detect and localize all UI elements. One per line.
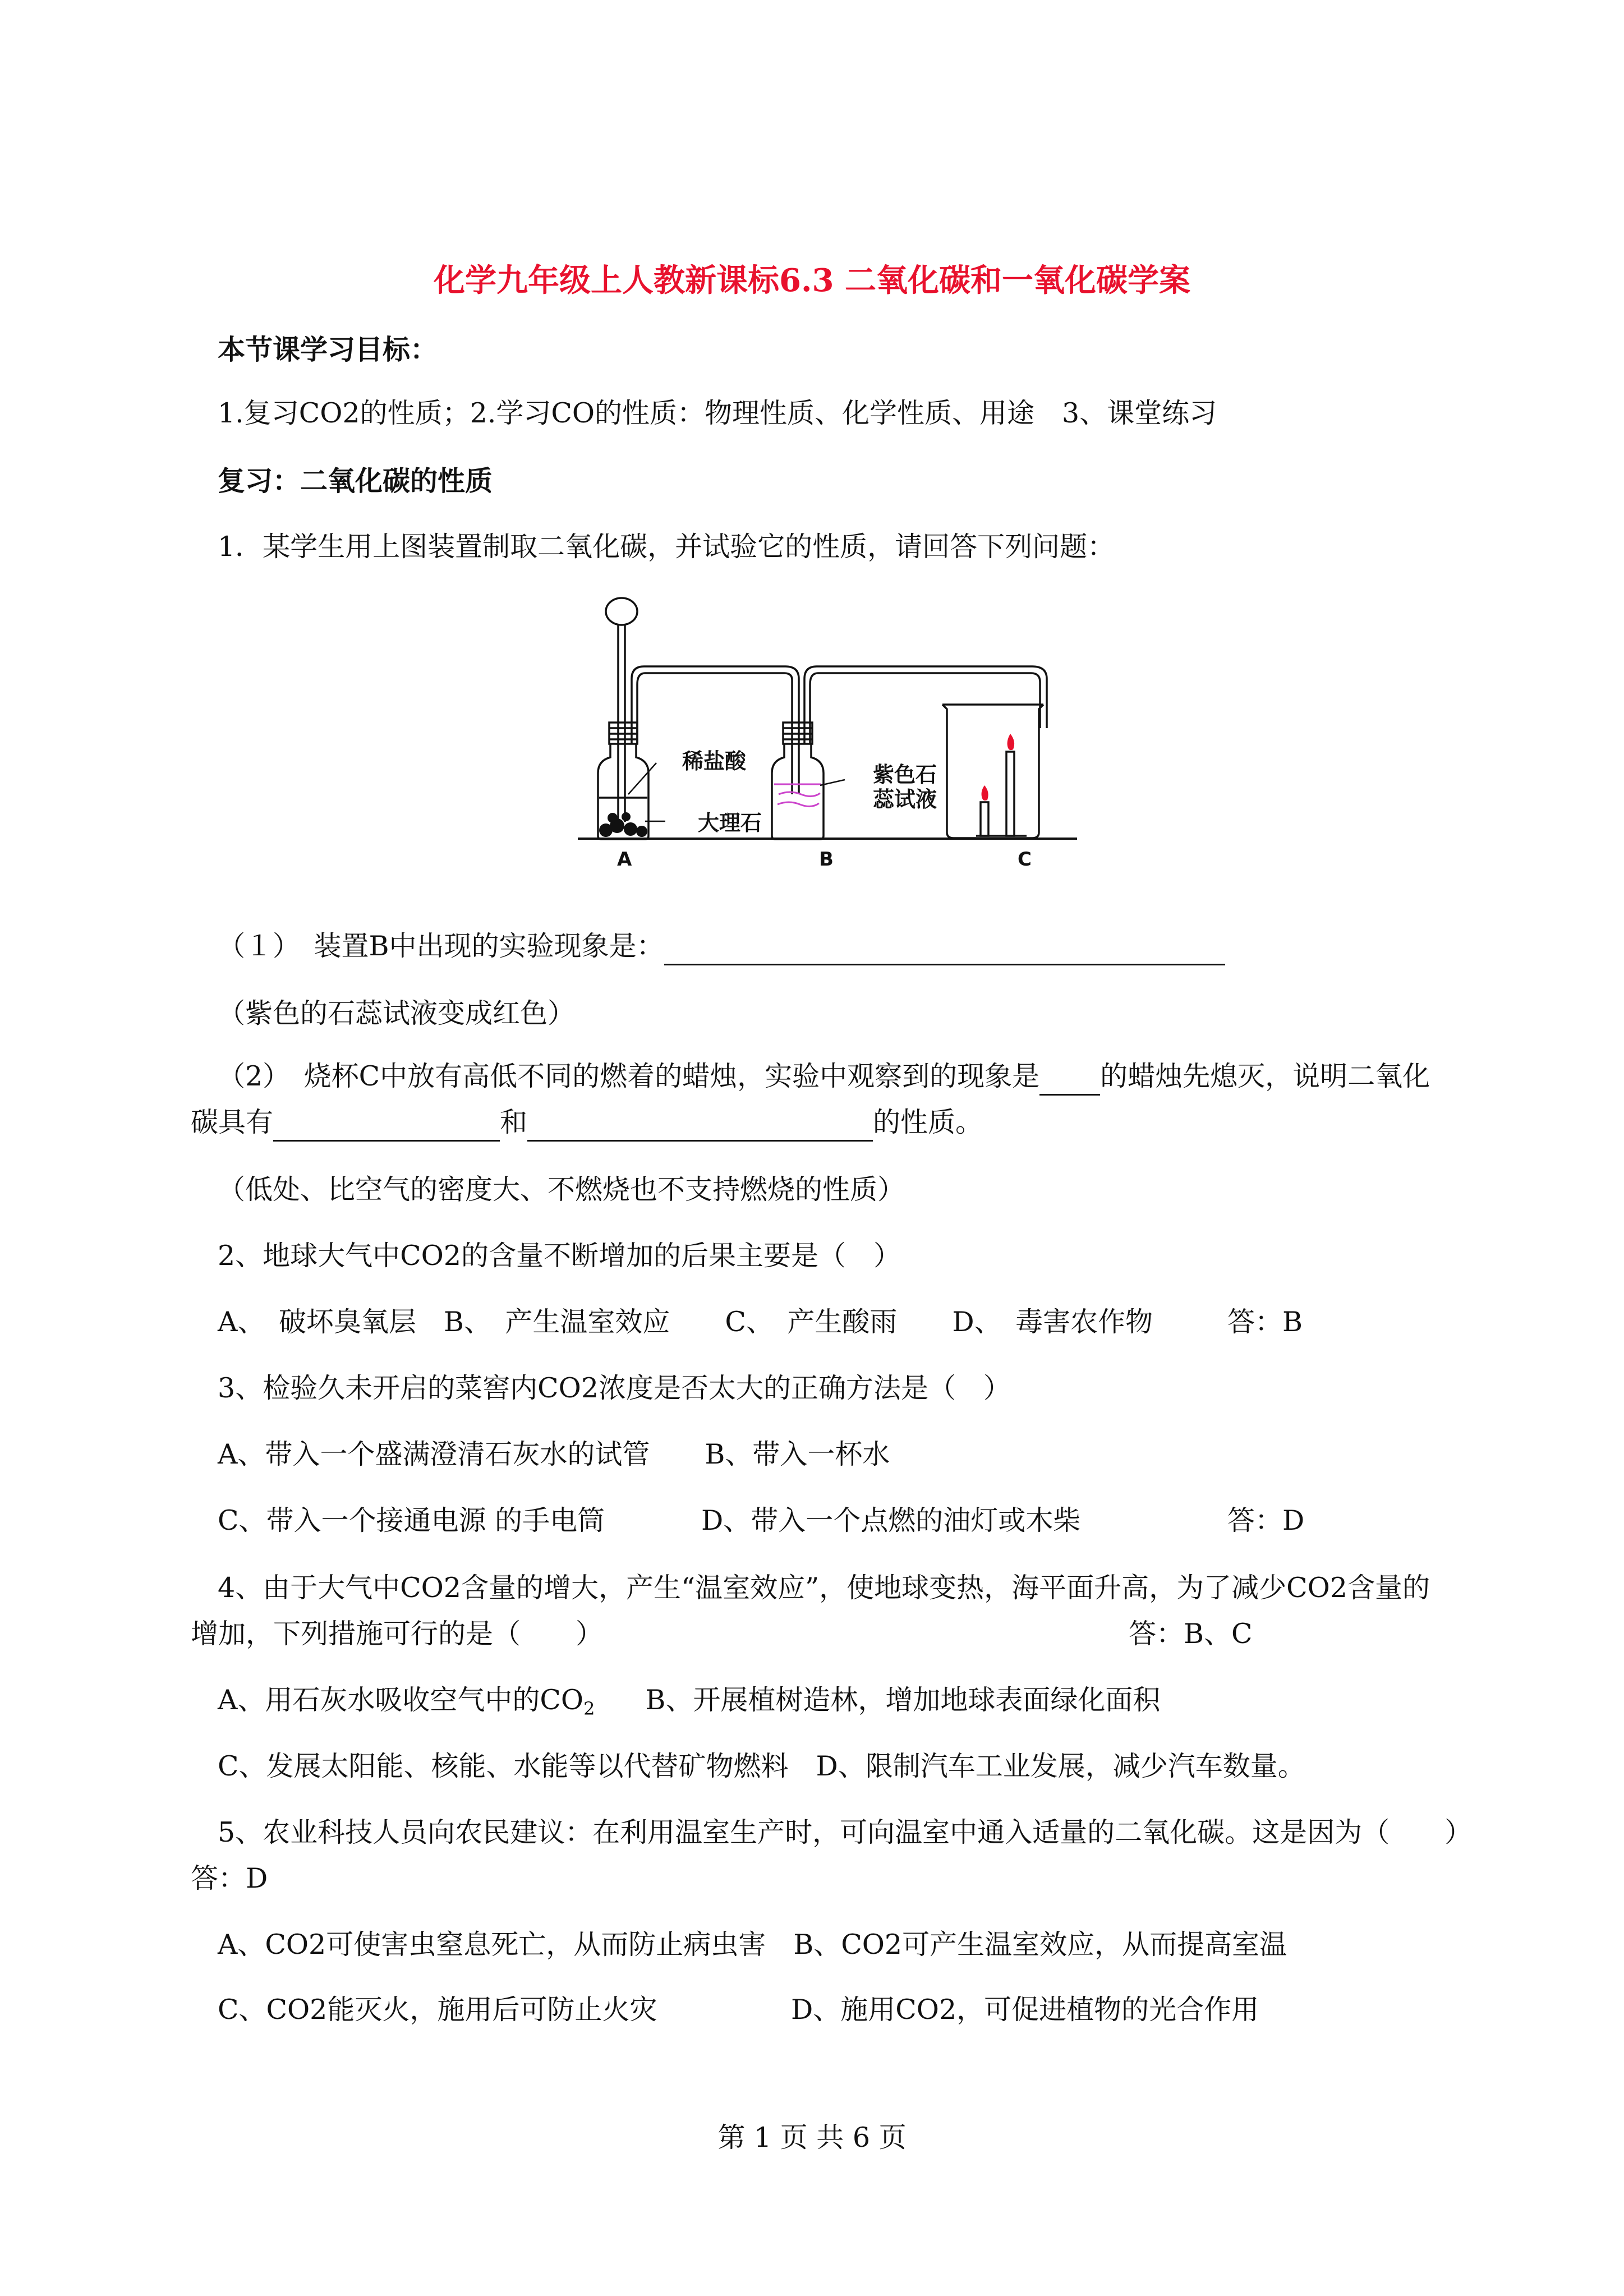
- q2-answer: 答：B: [1227, 1306, 1303, 1338]
- document-title: 化学九年级上人教新课标6.3 二氧化碳和一氧化碳学案: [434, 262, 1190, 299]
- label-litmus-line2: 蕊试液: [873, 787, 937, 812]
- q4-option-b: B、开展植树造林，增加地球表面绿化面积: [645, 1684, 1161, 1716]
- q1-sub2-text-c: 碳具有: [191, 1106, 274, 1138]
- q1-sub2-text-d: 和: [500, 1106, 528, 1138]
- q5-stem-line2: 答：D: [191, 1862, 268, 1894]
- q1-sub1-answer: （紫色的石蕊试液变成红色）: [218, 997, 576, 1029]
- q1-sub2-text-e: 的性质。: [873, 1106, 983, 1138]
- q3-option-c: C、带入一个接通电源 的手电筒: [218, 1504, 605, 1536]
- q1-sub1: [218, 929, 1225, 965]
- q1-sub2-answer: （低处、比空气的密度大、不燃烧也不支持燃烧的性质）: [218, 1174, 905, 1205]
- q4-stem-line2: 增加，下列措施可行的是（ ）: [191, 1618, 604, 1650]
- q4-answer: 答：B、C: [1129, 1618, 1253, 1650]
- q5-option-c: C、CO2能灭火，施用后可防止火灾: [218, 1994, 657, 2026]
- q4-stem-line1: 4、由于大气中CO2含量的增大，产生“温室效应”，使地球变热，海平面升高，为了减少CO2含量的: [218, 1572, 1430, 1604]
- label-litmus-line1: 紫色石: [873, 762, 937, 787]
- q4-option-a-subscript: 2: [583, 1698, 595, 1719]
- review-heading: 复习：二氧化碳的性质: [218, 464, 493, 497]
- q1-sub2-text-a: （2） 烧杯C中放有高低不同的燃着的蜡烛，实验中观察到的现象是: [218, 1060, 1040, 1092]
- caption-c: C: [1018, 848, 1032, 871]
- q3-answer: 答：D: [1227, 1504, 1305, 1536]
- page-footer: 第 1 页 共 6 页: [717, 2122, 907, 2154]
- objectives-heading: 本节课学习目标：: [218, 333, 438, 366]
- q1-stem: 1．某学生用上图装置制取二氧化碳，并试验它的性质，请回答下列问题：: [218, 531, 1115, 563]
- q1-sub1-text: （１） 装置B中出现的实验现象是：: [218, 930, 664, 962]
- label-dilute-hcl: 稀盐酸: [682, 749, 747, 774]
- apparatus-diagram: [561, 595, 1099, 886]
- marble-lumps: [599, 812, 647, 837]
- candle-flames: [982, 734, 1015, 800]
- q4-options-cd: C、发展太阳能、核能、水能等以代替矿物燃料 D、限制汽车工业发展，减少汽车数量。: [218, 1750, 1305, 1782]
- q4-option-a: A、用石灰水吸收空气中的CO: [218, 1684, 584, 1716]
- q4-options-ab: [218, 1683, 1160, 1726]
- q1-sub2-blank-1[interactable]: [1039, 1059, 1100, 1096]
- q1-sub2-line2: [191, 1105, 983, 1142]
- apparatus-figure: [561, 595, 1099, 886]
- q2-stem: 2、地球大气中CO2的含量不断增加的后果主要是（ ）: [218, 1240, 901, 1272]
- q1-sub2-blank-2[interactable]: [273, 1105, 500, 1142]
- caption-b: B: [819, 848, 834, 871]
- bottle-a: [598, 598, 799, 839]
- q3-option-d: D、带入一个点燃的油灯或木柴: [701, 1504, 1081, 1536]
- q3-options-ab: A、带入一个盛满澄清石灰水的试管 B、带入一杯水: [218, 1438, 890, 1470]
- q1-sub2-line1: [218, 1059, 1430, 1096]
- q5-options-ab: A、CO2可使害虫窒息死亡，从而防止病虫害 B、CO2可产生温室效应，从而提高室温: [218, 1929, 1287, 1961]
- litmus-liquid: [774, 784, 821, 807]
- label-marble: 大理石: [698, 811, 762, 835]
- caption-a: A: [617, 848, 632, 871]
- q5-stem-line1: 5、农业科技人员向农民建议：在利用温室生产时，可向温室中通入适量的二氧化碳。这是因为（ ）: [218, 1816, 1473, 1848]
- q1-sub1-blank[interactable]: [664, 929, 1225, 965]
- objectives-text: 1.复习CO2的性质；2.学习CO的性质：物理性质、化学性质、用途 3、课堂练习: [218, 397, 1217, 429]
- q2-options: A、 破坏臭氧层 B、 产生温室效应 C、 产生酸雨 D、 毒害农作物: [218, 1306, 1153, 1338]
- q1-sub2-text-b: 的蜡烛先熄灭，说明二氧化: [1100, 1060, 1430, 1092]
- q3-stem: 3、检验久未开启的菜窖内CO2浓度是否太大的正确方法是（ ）: [218, 1372, 1011, 1404]
- beaker-c: [942, 705, 1043, 838]
- q1-sub2-blank-3[interactable]: [527, 1105, 873, 1142]
- q5-option-d: D、施用CO2，可促进植物的光合作用: [791, 1994, 1259, 2026]
